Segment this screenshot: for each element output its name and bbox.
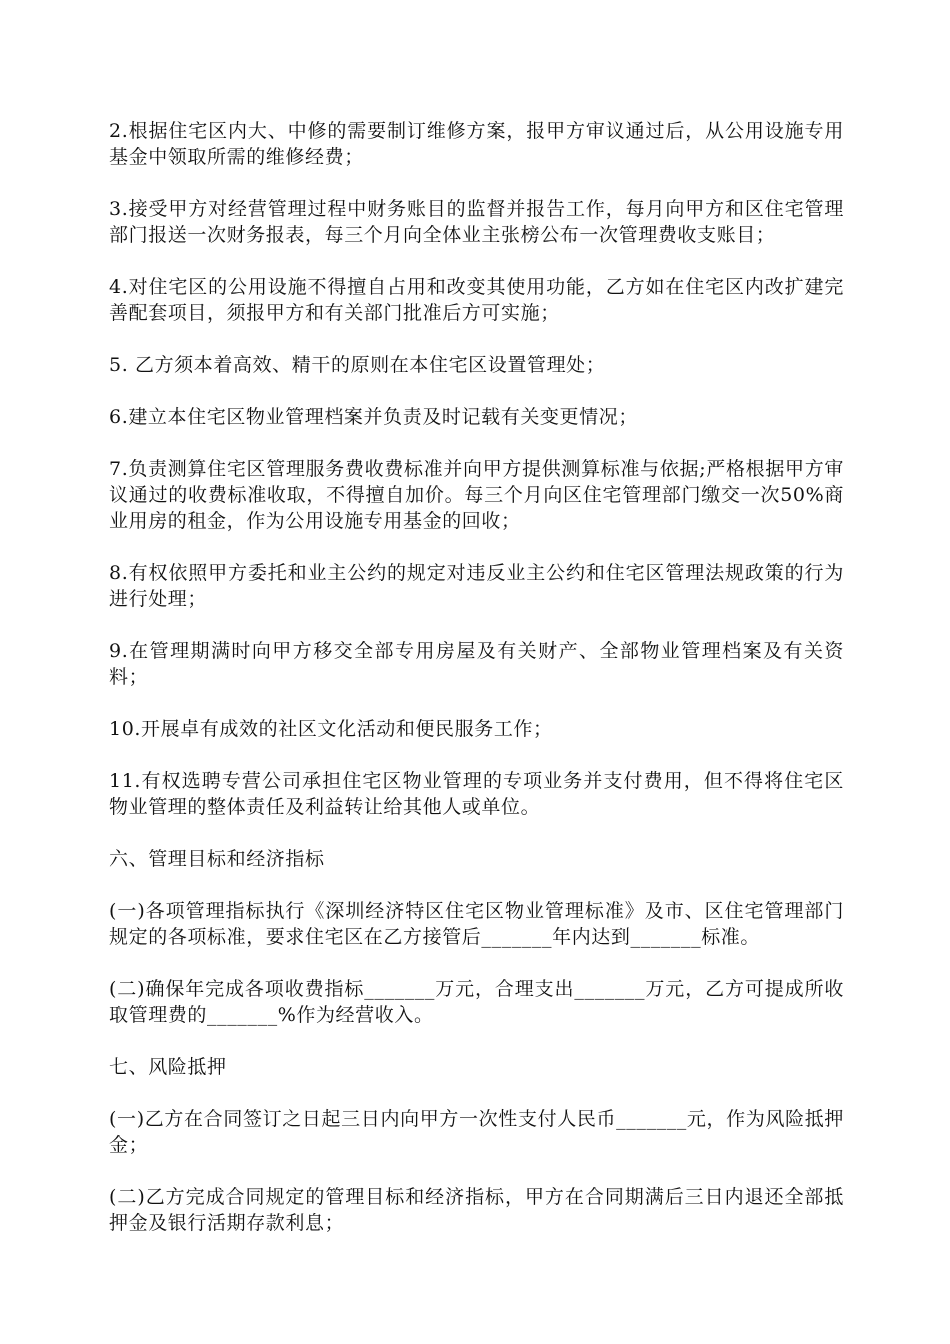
clause-10: 10.开展卓有成效的社区文化活动和便民服务工作； <box>109 718 553 740</box>
clause-8: 8.有权依照甲方委托和业主公约的规定对违反业主公约和住宅区管理法规政策的行为进行处理； <box>109 562 844 610</box>
section-6-item-1: (一)各项管理指标执行《深圳经济特区住宅区物业管理标准》及市、区住宅管理部门规定的各项标准，要求住宅区在乙方接管后_______年内达到_______标准。 <box>109 900 844 948</box>
clause-3: 3.接受甲方对经营管理过程中财务账目的监督并报告工作，每月向甲方和区住宅管理部门报送一次财务报表，每三个月向全体业主张榜公布一次管理费收支账目； <box>109 198 844 246</box>
document-page <box>109 118 844 1262</box>
clause-4: 4.对住宅区的公用设施不得擅自占用和改变其使用功能，乙方如在住宅区内改扩建完善配套项目，须报甲方和有关部门批准后方可实施； <box>109 276 844 324</box>
clause-9: 9.在管理期满时向甲方移交全部专用房屋及有关财产、全部物业管理档案及有关资料； <box>109 640 844 688</box>
clause-6: 6.建立本住宅区物业管理档案并负责及时记载有关变更情况； <box>109 406 638 428</box>
clause-7: 7.负责测算住宅区管理服务费收费标准并向甲方提供测算标准与依据;严格根据甲方审议通过的收费标准收取，不得擅自加价。每三个月向区住宅管理部门缴交一次50%商业用房的租金，作为公用设施专用基金的回收； <box>109 458 844 532</box>
section-heading-6: 六、管理目标和经济指标 <box>109 848 325 870</box>
clause-11: 11.有权选聘专营公司承担住宅区物业管理的专项业务并支付费用，但不得将住宅区物业管理的整体责任及利益转让给其他人或单位。 <box>109 770 844 818</box>
section-heading-7: 七、风险抵押 <box>109 1056 227 1078</box>
section-7-item-1: (一)乙方在合同签订之日起三日内向甲方一次性支付人民币_______元，作为风险抵押金； <box>109 1108 844 1156</box>
clause-5: 5. 乙方须本着高效、精干的原则在本住宅区设置管理处； <box>109 354 606 376</box>
clause-2: 2.根据住宅区内大、中修的需要制订维修方案，报甲方审议通过后，从公用设施专用基金中领取所需的维修经费； <box>109 120 844 168</box>
section-6-item-2: (二)确保年完成各项收费指标_______万元，合理支出_______万元，乙方可提成所收取管理费的_______%作为经营收入。 <box>109 978 844 1026</box>
section-7-item-2: (二)乙方完成合同规定的管理目标和经济指标，甲方在合同期满后三日内退还全部抵押金及银行活期存款利息； <box>109 1186 844 1234</box>
